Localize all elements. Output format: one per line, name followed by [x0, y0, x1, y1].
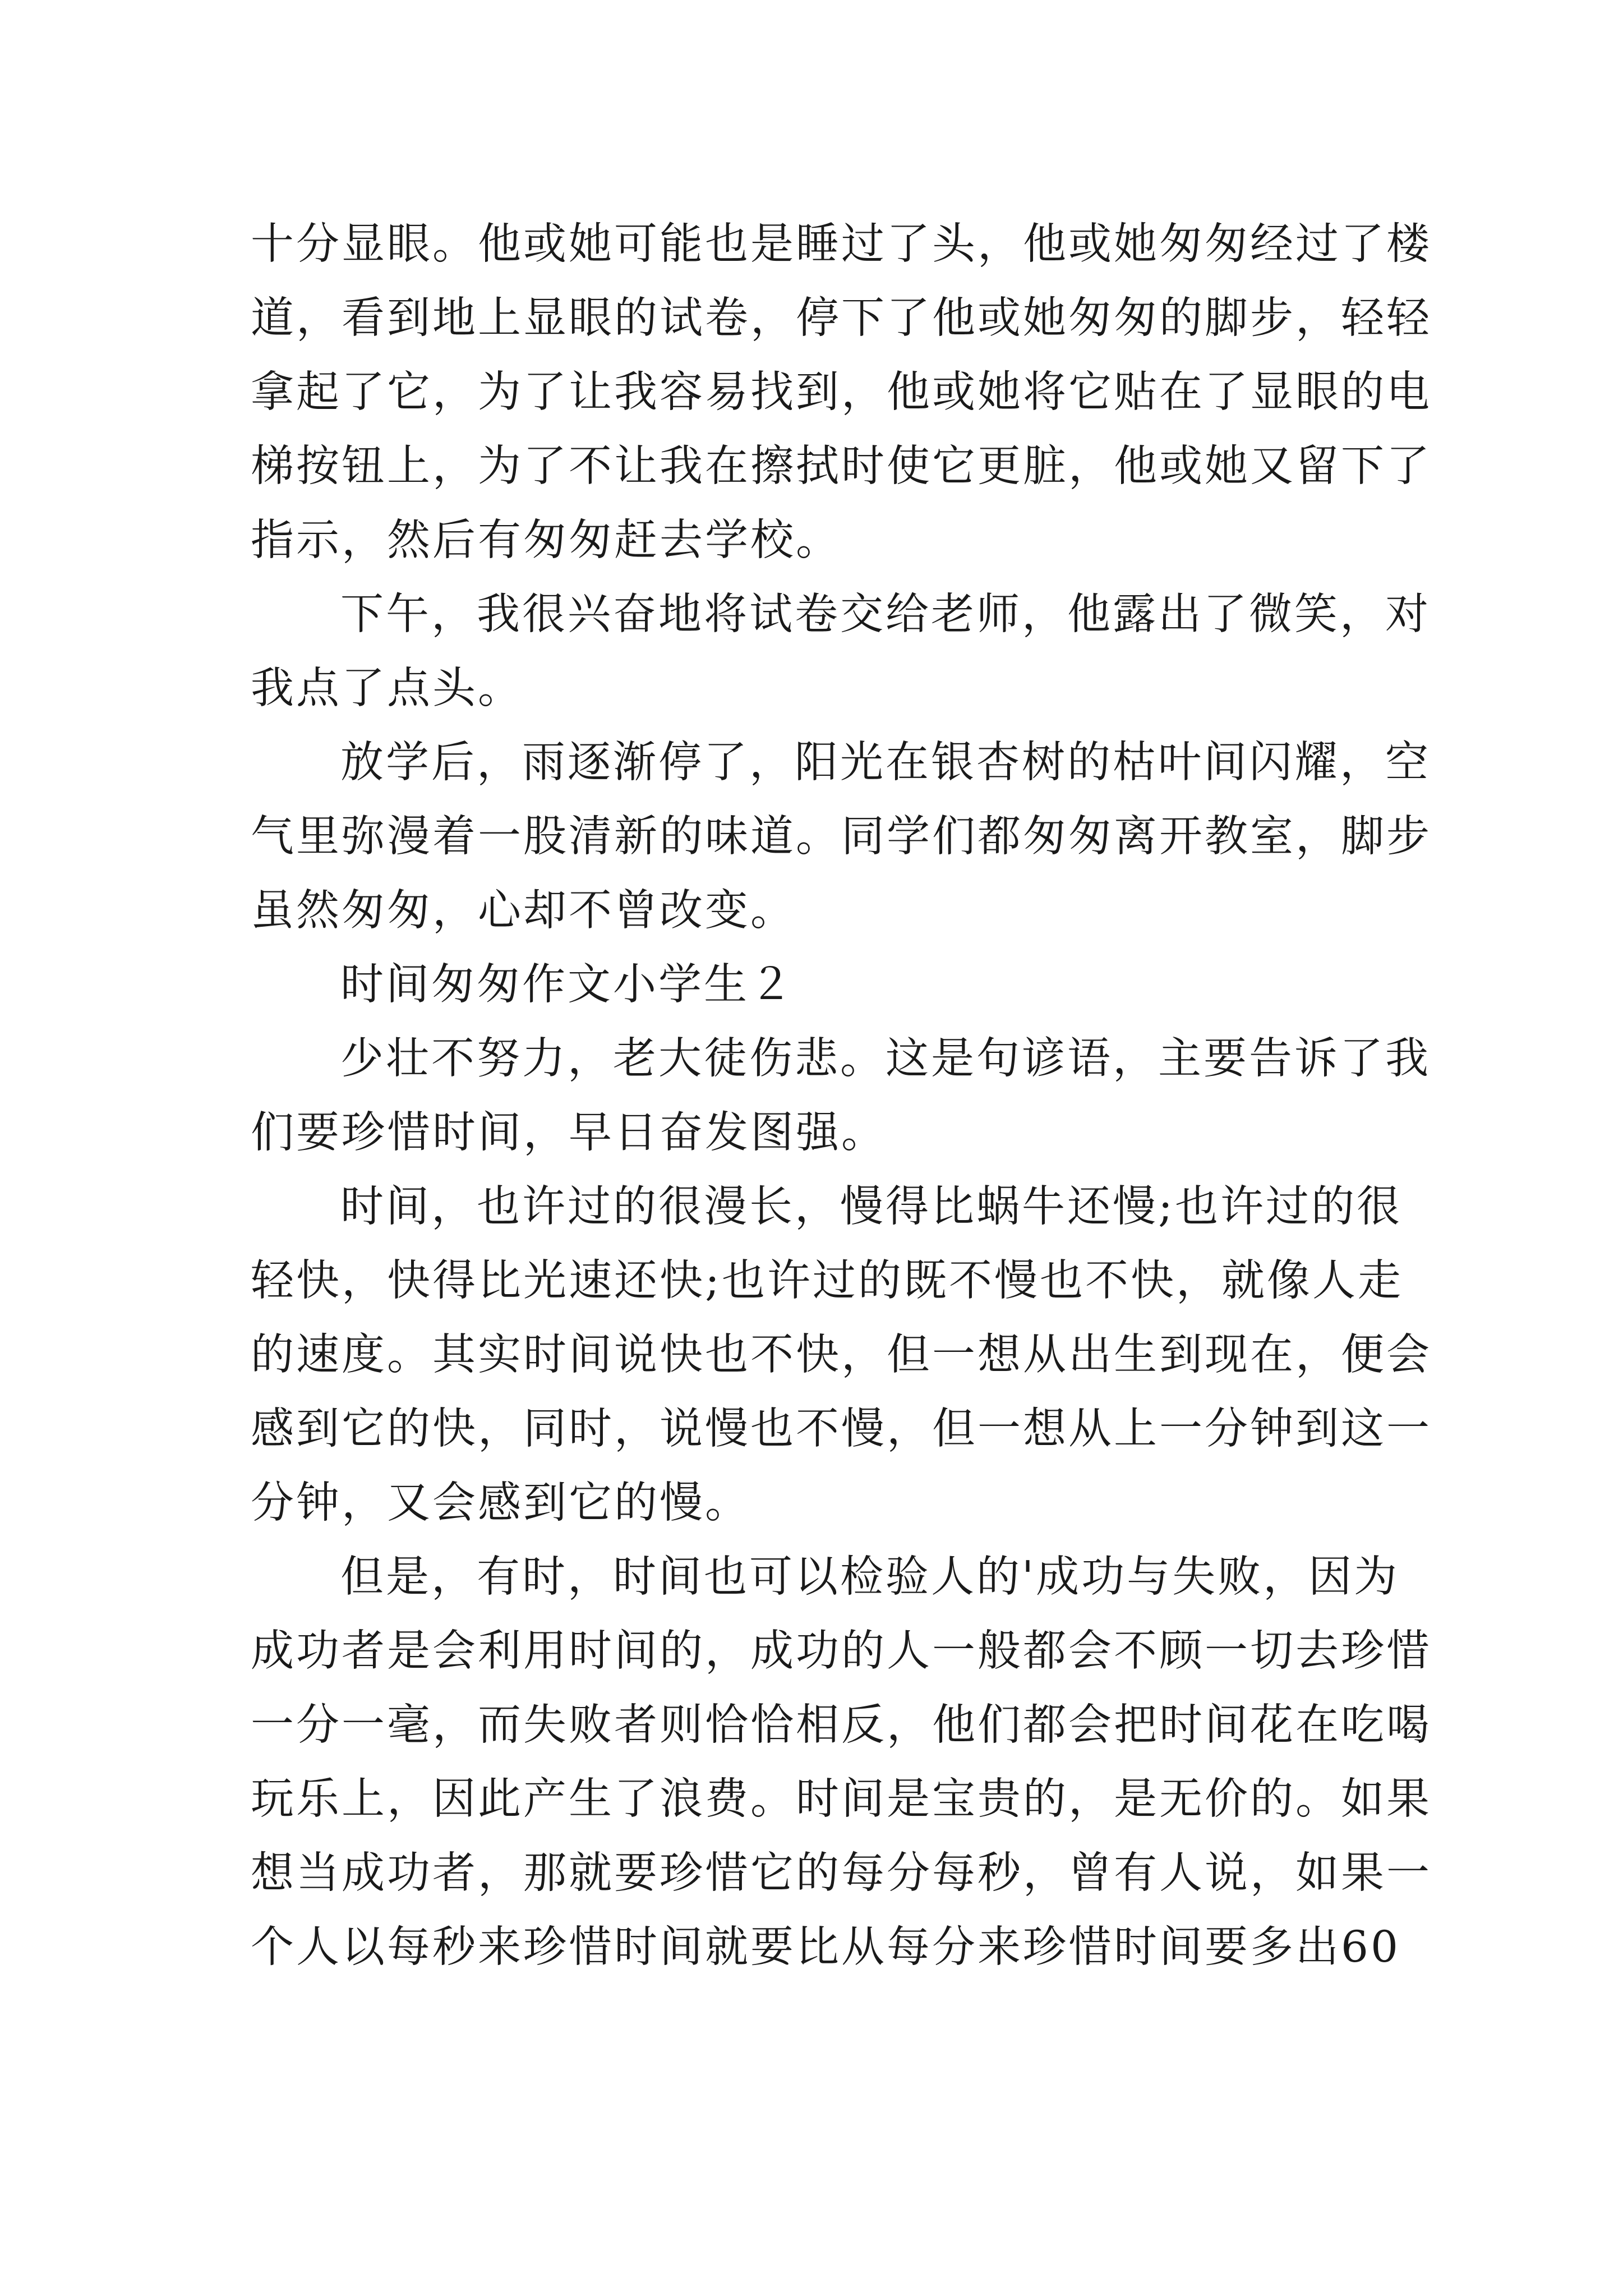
text-line: 个人以每秒来珍惜时间就要比从每分来珍惜时间要多出60: [251, 1922, 1400, 1972]
heading-line: 时间匆匆作文小学生２: [340, 960, 795, 1010]
text-line: 分钟，又会感到它的慢。: [251, 1478, 750, 1528]
paragraph: [251, 1540, 1432, 1985]
text-line: 但是，有时，时间也可以检验人的'成功与失败，因为: [340, 1552, 1400, 1602]
paragraph: [251, 1022, 1431, 1170]
text-line: 感到它的快，同时，说慢也不慢，但一想从上一分钟到这一: [251, 1404, 1432, 1454]
text-line: 轻快，快得比光速还快;也许过的既不慢也不快，就像人走: [251, 1256, 1403, 1306]
text-line: 想当成功者，那就要珍惜它的每分每秒，曾有人说，如果一: [251, 1848, 1432, 1898]
text-line: 放学后，雨逐渐停了，阳光在银杏树的枯叶间闪耀，空: [340, 738, 1431, 788]
text-line: 的速度。其实时间说快也不快，但一想从出生到现在，便会: [251, 1330, 1432, 1380]
text-line: 少壮不努力，老大徒伤悲。这是句谚语，主要告诉了我: [340, 1034, 1431, 1084]
text-line: 指示，然后有匆匆赶去学校。: [251, 516, 841, 565]
text-line: 成功者是会利用时间的，成功的人一般都会不顾一切去珍惜: [251, 1626, 1432, 1676]
text-line: 时间，也许过的很漫长，慢得比蜗牛还慢;也许过的很: [340, 1182, 1402, 1232]
text-line: 拿起了它，为了让我容易找到，他或她将它贴在了显眼的电: [251, 367, 1432, 417]
section-heading: [251, 948, 1389, 1022]
text-line: 虽然匆匆，心却不曾改变。: [251, 886, 796, 936]
text-line: 下午，我很兴奋地将试卷交给老师，他露出了微笑，对: [340, 590, 1431, 639]
text-line: 一分一毫，而失败者则恰恰相反，他们都会把时间花在吃喝: [251, 1700, 1432, 1750]
text-line: 玩乐上，因此产生了浪费。时间是宝贵的，是无价的。如果: [251, 1774, 1432, 1824]
paragraph: [251, 578, 1431, 726]
text-line: 道，看到地上显眼的试卷，停下了他或她匆匆的脚步，轻轻: [251, 293, 1432, 343]
text-line: 十分显眼。他或她可能也是睡过了头，他或她匆匆经过了楼: [251, 219, 1432, 269]
paragraph: [251, 726, 1432, 948]
paragraph: [251, 208, 1432, 578]
document-body: [251, 208, 1432, 1985]
paragraph: [251, 1170, 1432, 1540]
text-line: 气里弥漫着一股清新的味道。同学们都匆匆离开教室，脚步: [251, 812, 1432, 862]
text-line: 们要珍惜时间，早日奋发图强。: [251, 1108, 887, 1158]
text-line: 梯按钮上，为了不让我在擦拭时使它更脏，他或她又留下了: [251, 441, 1432, 491]
text-line: 我点了点头。: [251, 664, 523, 714]
